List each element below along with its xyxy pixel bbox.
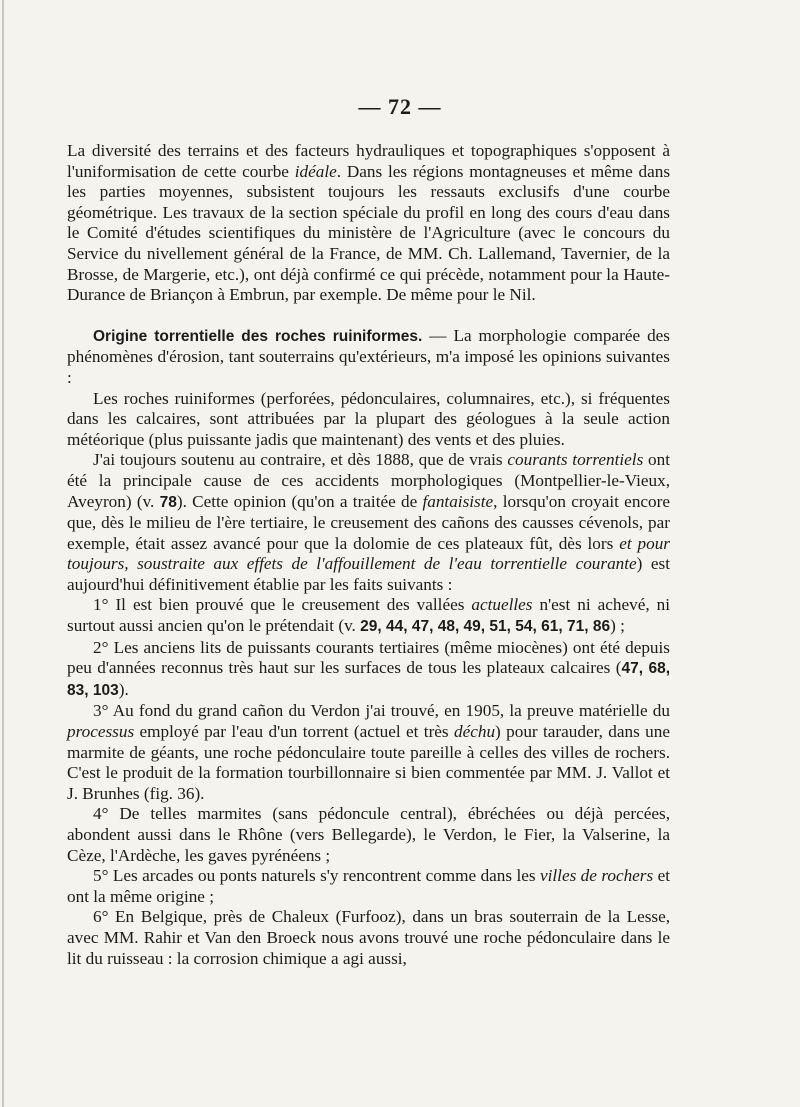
text-run: n'est ni achevé, ni surtout aussi ancien qu'on le prétendait (v. [67, 595, 670, 636]
italic-run: idéale [294, 161, 337, 181]
page-body [67, 141, 670, 969]
section-heading: Origine torrentielle des roches ruiniformes. [93, 327, 423, 345]
text-run: — La morphologie comparée des phénomènes d'érosion, tant souterrains qu'extérieurs, m'a imposé les opinions suivantes : [67, 325, 670, 387]
italic-run: actuelles [471, 595, 533, 615]
italic-run: courants torrentiels [507, 450, 644, 470]
list-item-5 [67, 866, 670, 907]
list-item-2 [67, 638, 670, 702]
reference-numbers: 29, 44, 47, 48, 49, 51, 54, 61, 71, 86 [360, 618, 611, 636]
text-run: 2° Les anciens lits de puissants courants tertiaires (même miocènes) ont été depuis peu d'années reconnus très haut sur les surfaces de tous les plateaux calcaires ( [67, 637, 670, 678]
list-item-4: 4° De telles marmites (sans pédoncule central), ébréchées ou déjà percées, abondent aussi dans le Rhône (vers Bellegarde), le Verdon, le Fier, la Valserine, la Cèze, l'Ardèche, les gaves pyrénéens ; [67, 804, 670, 865]
italic-run: déchu [454, 722, 496, 742]
section-origine-torrentielle [67, 326, 670, 389]
text-run: et ont la même origine ; [67, 866, 671, 906]
paragraph-roches-ruiniformes: Les roches ruiniformes (perforées, pédonculaires, columnaires, etc.), si fréquentes dans les calcaires, sont attribuées par la plupart des géologues à la seule action météorique (plus puissante jadis que maintenant) des vents et des pluies. [67, 388, 670, 449]
text-run: ) pour tarauder, dans une marmite de géants, une roche pédonculaire toute pareille à celles des villes de rochers. C'est le produit de la formation tourbillonnaire si bien commentée par MM. J. Vallot et J. Brunhes (fig. 36). [67, 722, 670, 803]
section-gap [67, 306, 670, 326]
text-run: ). [118, 679, 129, 699]
reference-number: 78 [159, 493, 177, 511]
italic-run: processus [67, 722, 135, 742]
paragraph-profile [67, 141, 670, 306]
text-run: ) est aujourd'hui définitivement établie par les faits suivants : [67, 554, 670, 594]
list-item-1 [67, 595, 670, 637]
text-run: ont été la principale cause de ces accidents morphologiques (Montpellier-le-Vieux, Aveyron) (v. [67, 450, 670, 511]
text-run: J'ai toujours soutenu au contraire, et dès 1888, que de vrais [93, 450, 508, 470]
italic-run: villes de rochers [540, 866, 654, 886]
italic-run: et pour toujours, soustraite aux effets de l'affouillement de l'eau torrentielle courante [67, 533, 670, 574]
text-run: 5° Les arcades ou ponts naturels s'y rencontrent comme dans les [93, 866, 540, 886]
list-item-3 [67, 701, 670, 804]
text-run: . Dans les régions montagneuses et même dans les parties moyennes, subsistent toujours les ressauts exclusifs d'une courbe géométrique. Les travaux de la section spéciale du profil en long des cours d'eau dans le Comité d'études scientifiques du ministère de l'Agriculture (avec le concours du Service du nivellement général de la France, de MM. Ch. Lallemand, Tavernier, de la Brosse, de Margerie, etc.), ont déjà confirmé ce qui précède, notamment pour la Haute-Durance de Briançon à Embrun, par exemple. De même pour le Nil. [67, 161, 671, 305]
page-number: — 72 — [358, 94, 442, 119]
text-run: employé par l'eau d'un torrent (actuel et très [134, 722, 454, 742]
paragraph-courants-torrentiels [67, 450, 670, 595]
list-item-6: 6° En Belgique, près de Chaleux (Furfooz), dans un bras souterrain de la Lesse, avec MM. Rahir et Van den Broeck nous avons trouvé une roche pédonculaire dans le lit du ruisseau : la corrosion chimique a agi aussi, [67, 907, 670, 968]
text-run: 1° Il est bien prouvé que le creusement des vallées [93, 595, 472, 615]
text-run: ) ; [610, 616, 625, 636]
text-run: La diversité des terrains et des facteurs hydrauliques et topographiques s'opposent à l'uniformisation de cette courbe [67, 141, 670, 181]
italic-run: fantaisiste [422, 491, 494, 511]
text-run: ). Cette opinion (qu'on a traitée de [176, 491, 423, 511]
text-run: 3° Au fond du grand cañon du Verdon j'ai trouvé, en 1905, la preuve matérielle du [93, 701, 670, 721]
reference-numbers: 47, 68, 83, 103 [67, 660, 670, 699]
text-run: , lorsqu'on croyait encore que, dès le milieu de l'ère tertiaire, le creusement des cañons des causses cévenols, par exemple, était assez avancé pour que la dolomie de ces plateaux fût, dès lors [67, 491, 670, 553]
